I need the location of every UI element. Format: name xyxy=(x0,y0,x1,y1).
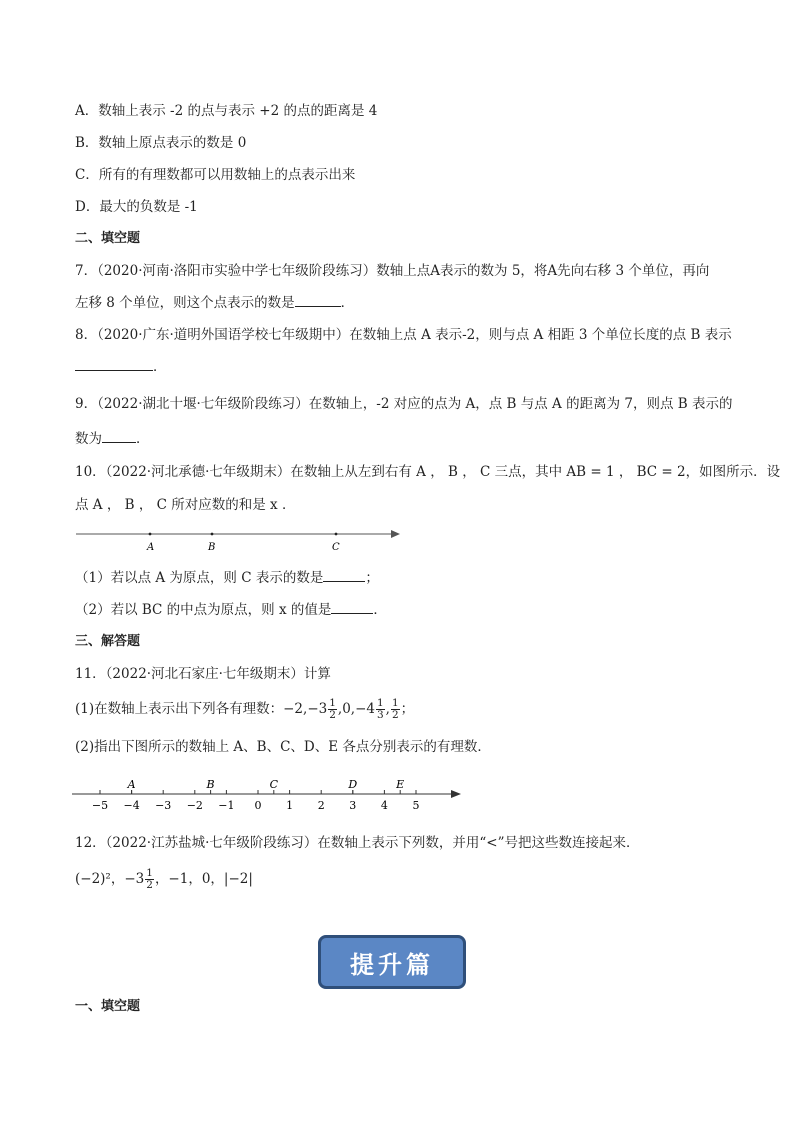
q10-sub1-end: ； xyxy=(365,570,379,586)
q10-sub2-text: （2）若以 BC 的中点为原点，则 x 的值是 xyxy=(75,602,332,618)
q9-line2 xyxy=(75,430,150,448)
q11-tick-label: 4 xyxy=(380,799,388,812)
q11-point-label: A xyxy=(127,778,136,791)
q8-answer-blank[interactable] xyxy=(75,358,153,371)
q10-label-a: A xyxy=(147,542,155,553)
q10-sub1-blank[interactable] xyxy=(323,569,365,582)
q9-line1: 9．（2022·湖北十堰·七年级阶段练习）在数轴上，-2 对应的点为 A，点 B 与点 A 的距离为 7，则点 B 表示的 xyxy=(75,396,733,412)
q11-frac1: $\frac{1}{2}$ xyxy=(329,697,336,721)
q11-tick-label: −2 xyxy=(186,799,203,812)
q10-sub2-blank[interactable] xyxy=(331,601,373,614)
section-next-title: 一、填空题 xyxy=(75,999,141,1014)
q10-point-c xyxy=(335,533,338,536)
q10-label-c: C xyxy=(332,542,340,553)
q10-number-line xyxy=(70,522,410,558)
q11-points xyxy=(127,778,405,794)
q8-line2 xyxy=(75,358,167,376)
q11-ticks xyxy=(92,790,420,812)
q12-frac: $\frac{1}{2}$ xyxy=(146,867,153,891)
q11-tick-label: −3 xyxy=(155,799,172,812)
q10-line1: 10．（2022·河北承德·七年级期末）在数轴上从左到右有 A ， B ， C 三点，其中 AB = 1 ， BC = 2，如图所示．设 xyxy=(75,464,781,480)
q7-answer-blank[interactable] xyxy=(295,294,341,307)
q11-tick-label: 1 xyxy=(286,799,294,812)
option-a: A．数轴上表示 -2 的点与表示 +2 的点的距离是 4 xyxy=(75,103,378,119)
q9-end: ． xyxy=(136,431,150,447)
q11-part1-mid: ,0,−4 xyxy=(337,701,375,717)
option-c: C．所有的有理数都可以用数轴上的点表示出来 xyxy=(75,167,356,183)
q12-expression xyxy=(75,868,253,891)
q11-part2: (2)指出下图所示的数轴上 A、B、C、D、E 各点分别表示的有理数． xyxy=(75,739,491,755)
q7-line2 xyxy=(75,294,354,312)
q10-sub1 xyxy=(75,569,379,587)
q12-line1: 12．（2022·江苏盐城·七年级阶段练习）在数轴上表示下列数，并用“<”号把这些数连接起来． xyxy=(75,835,640,851)
q10-axis-arrow xyxy=(391,530,400,538)
q11-axis-arrow xyxy=(451,790,461,798)
q11-point-label: B xyxy=(206,778,215,791)
q11-tick-label: −5 xyxy=(91,799,109,812)
q11-tick-label: 5 xyxy=(412,799,420,812)
q9-line2-text: 数为 xyxy=(75,431,102,447)
option-b: B．数轴上原点表示的数是 0 xyxy=(75,135,247,151)
q11-point-label: C xyxy=(269,778,279,791)
q8-end: ． xyxy=(153,359,167,375)
section-fill-blank-title: 二、填空题 xyxy=(75,231,141,246)
q12-expr-b: ，−1，0，|−2| xyxy=(154,871,253,887)
q11-point-label: D xyxy=(348,778,358,791)
q11-number-line xyxy=(68,772,468,816)
badge-text: 提升篇 xyxy=(350,950,434,979)
q11-tick-label: 0 xyxy=(254,799,262,812)
q10-point-a xyxy=(149,533,152,536)
q11-tick-label: 3 xyxy=(349,799,357,812)
q10-label-b: B xyxy=(208,542,216,553)
q11-frac2: $\frac{1}{3}$ xyxy=(376,697,384,721)
q10-line2: 点 A ， B ， C 所对应数的和是 x ． xyxy=(75,497,296,513)
q11-tick-label: −1 xyxy=(218,799,235,812)
q10-point-b xyxy=(211,533,214,536)
q11-part1-pre: (1)在数轴上表示出下列各有理数：−2,−3 xyxy=(75,701,328,717)
advanced-section-badge xyxy=(318,935,466,989)
q9-answer-blank[interactable] xyxy=(102,430,136,443)
q7-line1: 7．（2020·河南·洛阳市实验中学七年级阶段练习）数轴上点A表示的数为 5，将A先向右移 3 个单位，再向 xyxy=(75,263,710,279)
q11-tick-label: −4 xyxy=(123,799,140,812)
q11-part1: (1)在数轴上表示出下列各有理数：−2,−3 $\frac{1}{2}$ ,0,−4 $\frac{1}{3}$ , $\frac{1}{2}$ ； xyxy=(75,697,415,721)
q7-end: ． xyxy=(340,295,355,311)
option-d: D．最大的负数是 -1 xyxy=(75,199,198,215)
q10-sub1-text: （1）若以点 A 为原点，则 C 表示的数是 xyxy=(75,570,324,586)
q11-point-label: E xyxy=(396,778,405,791)
q11-tick-label: 2 xyxy=(317,799,325,812)
q10-sub2 xyxy=(75,601,387,619)
section-solve-title: 三、解答题 xyxy=(75,634,141,649)
q8-line1: 8．（2020·广东·道明外国语学校七年级期中）在数轴上点 A 表示-2，则与点 A 相距 3 个单位长度的点 B 表示 xyxy=(75,327,732,343)
q11-line1: 11．（2022·河北石家庄·七年级期末）计算 xyxy=(75,666,331,682)
q11-part1-end: ； xyxy=(400,701,415,717)
q10-sub2-end: ． xyxy=(373,602,387,618)
q7-line2-text: 左移 8 个单位，则这个点表示的数是 xyxy=(75,295,295,311)
q11-frac3: $\frac{1}{2}$ xyxy=(391,697,399,721)
q12-expr-a: (−2)²，−3 xyxy=(75,871,145,887)
